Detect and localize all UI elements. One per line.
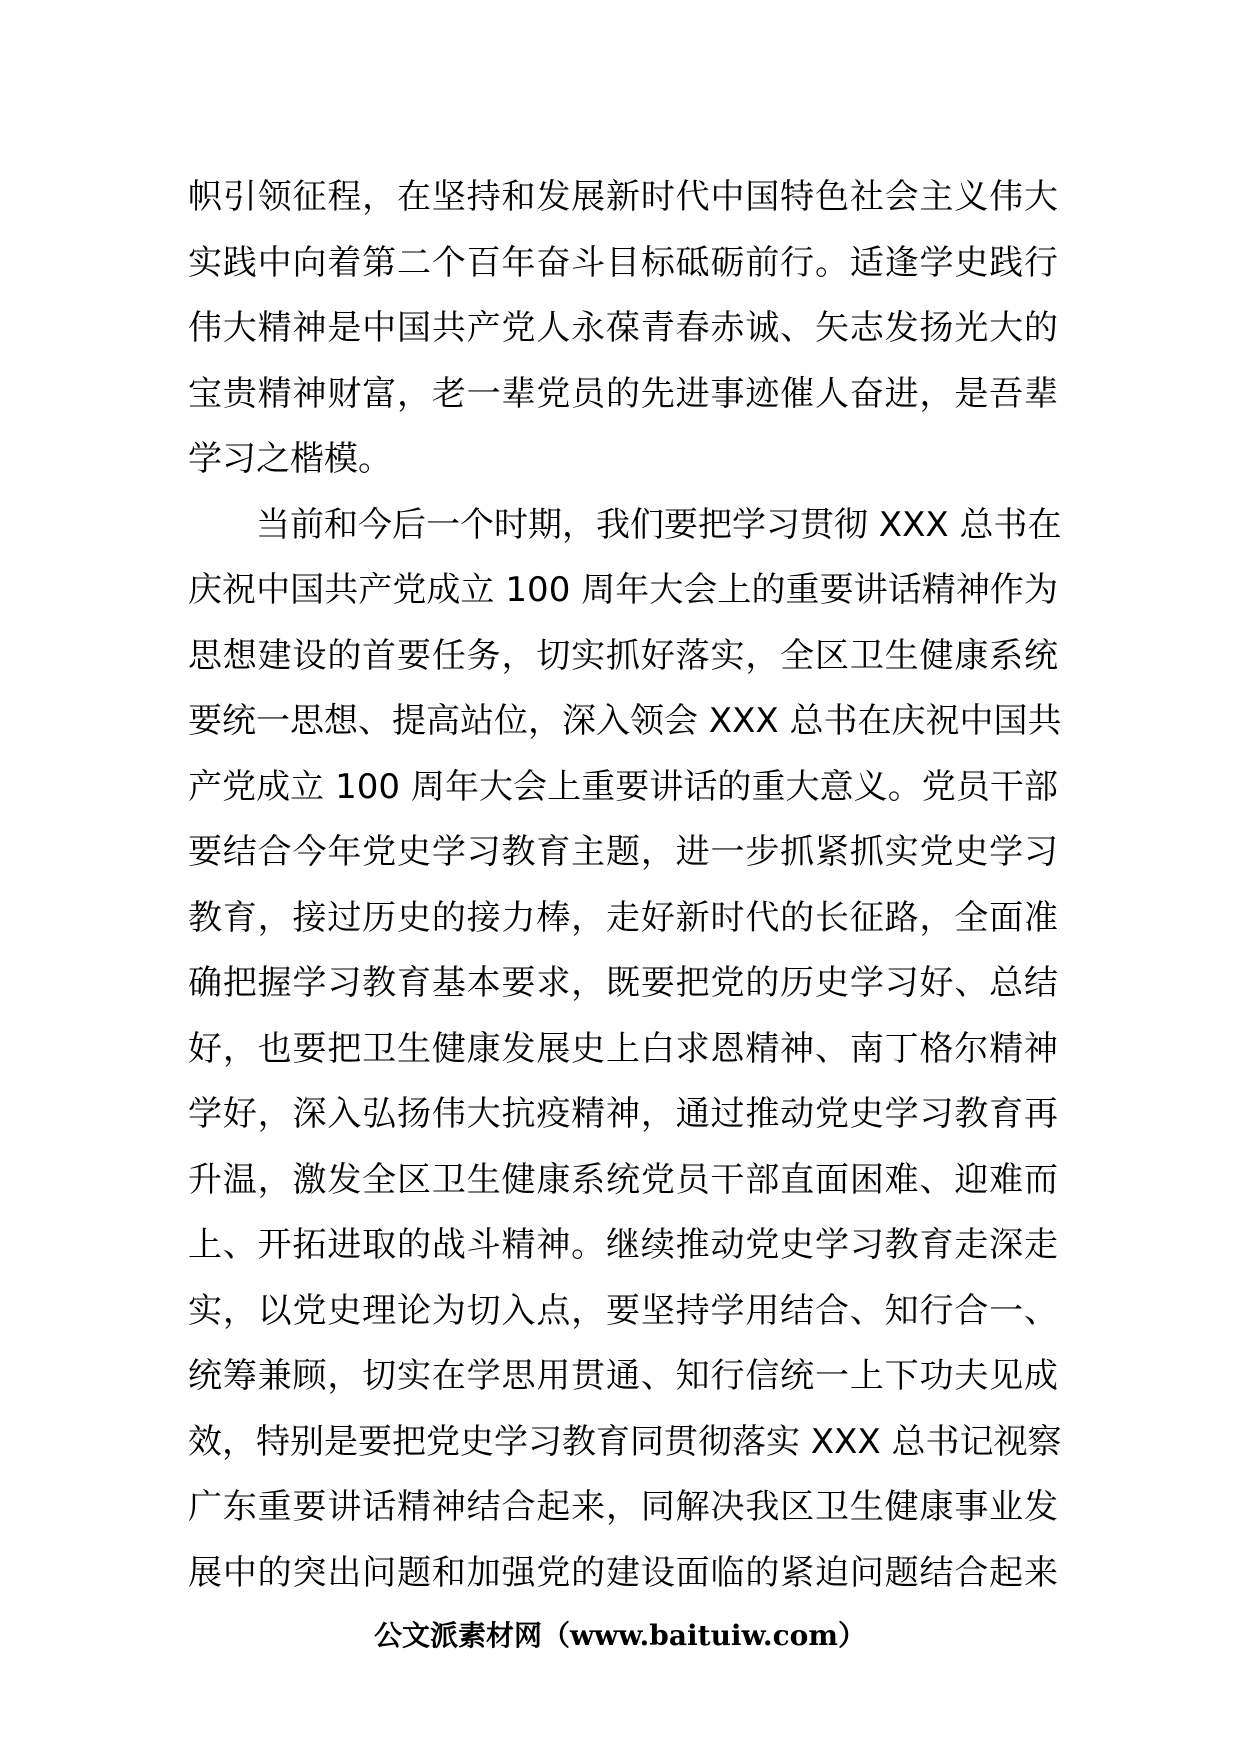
text-line: 实，以党史理论为切入点，要坚持学用结合、知行合一、 — [188, 1290, 1058, 1331]
text-line: 帜引领征程，在坚持和发展新时代中国特色社会主义伟大 — [188, 177, 1058, 217]
text-line: 庆祝中国共产党成立 100 周年大会上的重要讲话精神作为 — [188, 570, 1058, 610]
text-line: 好，也要把卫生健康发展史上白求恩精神、南丁格尔精神 — [188, 1028, 1058, 1069]
text-line: 学好，深入弘扬伟大抗疫精神，通过推动党史学习教育再 — [188, 1094, 1058, 1134]
text-line: 产党成立 100 周年大会上重要讲话的重大意义。党员干部 — [188, 766, 1058, 807]
text-line: 当前和今后一个时期，我们要把学习贯彻 XXX 总书在 — [256, 504, 1062, 545]
text-line: 效，特别是要把党史学习教育同贯彻落实 XXX 总书记视察 — [188, 1421, 1062, 1462]
text-line: 伟大精神是中国共产党人永葆青春赤诚、矢志发扬光大的 — [188, 308, 1058, 348]
text-line: 要结合今年党史学习教育主题，进一步抓紧抓实党史学习 — [188, 832, 1058, 872]
text-line: 展中的突出问题和加强党的建设面临的紧迫问题结合起来 — [188, 1552, 1058, 1593]
document-body — [188, 165, 1062, 1606]
text-line: 广东重要讲话精神结合起来，同解决我区卫生健康事业发 — [188, 1487, 1058, 1527]
footer-watermark: 公文派素材网（www.baituiw.com） — [374, 1619, 866, 1652]
text-line: 要统一思想、提高站位，深入领会 XXX 总书在庆祝中国共 — [188, 701, 1062, 741]
text-line: 实践中向着第二个百年奋斗目标砥砺前行。适逢学史践行 — [188, 242, 1058, 283]
paragraph-1 — [188, 165, 1058, 493]
paragraph-2 — [188, 493, 1062, 1607]
text-line: 学习之楷模。 — [188, 439, 392, 479]
text-line: 统筹兼顾，切实在学思用贯通、知行信统一上下功夫见成 — [188, 1356, 1058, 1396]
text-line: 升温，激发全区卫生健康系统党员干部直面困难、迎难而 — [188, 1159, 1058, 1200]
text-line: 上、开拓进取的战斗精神。继续推动党史学习教育走深走 — [188, 1225, 1058, 1265]
text-line: 确把握学习教育基本要求，既要把党的历史学习好、总结 — [188, 963, 1058, 1003]
text-line: 宝贵精神财富，老一辈党员的先进事迹催人奋进，是吾辈 — [188, 373, 1058, 414]
text-line: 思想建设的首要任务，切实抓好落实，全区卫生健康系统 — [188, 635, 1058, 676]
text-line: 教育，接过历史的接力棒，走好新时代的长征路，全面准 — [188, 897, 1058, 938]
